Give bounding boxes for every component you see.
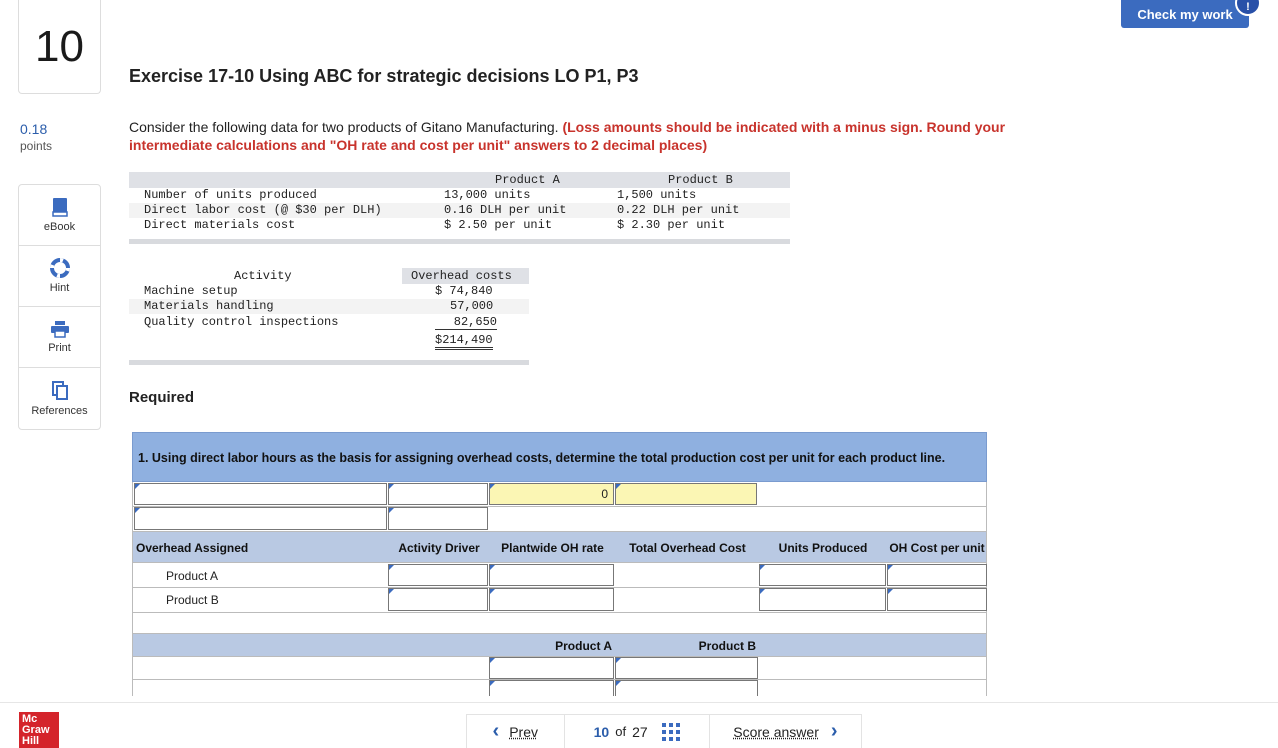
points-label: points	[20, 139, 53, 153]
printer-icon	[50, 320, 70, 338]
points-value: 0.18	[20, 121, 48, 137]
summary-col-product-b: Product B	[698, 638, 756, 653]
cell-product-b: 1,500 units	[617, 188, 697, 202]
product-b-label: Product B	[166, 593, 219, 607]
activity-label: Quality control inspections	[144, 315, 339, 329]
units-produced-input[interactable]	[759, 564, 886, 586]
overhead-cost: $ 74,840	[435, 284, 493, 298]
col-header-product-b: Product B	[668, 173, 733, 187]
col-activity-driver: Activity Driver	[398, 540, 480, 555]
col-plantwide-oh-rate: Plantwide OH rate	[501, 540, 604, 555]
text-input[interactable]	[388, 483, 488, 505]
logo-line: Mc	[22, 713, 38, 725]
page-current: 10	[593, 723, 610, 740]
col-header-overhead-costs: Overhead costs	[411, 269, 512, 283]
overhead-data-table	[129, 268, 529, 367]
oh-cost-per-unit-input[interactable]	[887, 588, 987, 611]
computed-field	[615, 483, 757, 505]
computed-total-field: 0	[489, 483, 614, 505]
chevron-right-icon: ›	[830, 720, 838, 742]
oh-rate-input[interactable]	[489, 564, 614, 586]
prev-label: Prev	[509, 723, 538, 740]
overhead-total: $214,490	[435, 333, 493, 350]
question-number: 10	[18, 0, 101, 94]
page-indicator[interactable]	[565, 715, 709, 748]
cell-product-a: 13,000 units	[444, 188, 531, 202]
mcgraw-hill-logo	[19, 712, 59, 748]
summary-col-product-a: Product A	[555, 638, 612, 653]
product-a-input[interactable]	[489, 680, 614, 696]
column-header-row	[132, 532, 987, 563]
question-navigation	[466, 714, 862, 748]
col-overhead-assigned: Overhead Assigned	[136, 540, 249, 555]
col-total-overhead-cost: Total Overhead Cost	[629, 540, 746, 555]
intro-instruction: (Loss amounts should be indicated with a minus sign. Round your intermediate calculations and "OH rate and cost per unit" answers to 2 decimal places)	[129, 119, 1006, 153]
product-b-input[interactable]	[615, 657, 758, 679]
intro-text	[129, 118, 1069, 154]
chevron-left-icon: ‹	[492, 720, 500, 742]
page-of: of	[615, 724, 627, 739]
text-input[interactable]	[134, 483, 387, 505]
col-header-activity: Activity	[234, 269, 292, 283]
col-units-produced: Units Produced	[778, 540, 868, 555]
book-icon	[51, 197, 69, 217]
cell-product-b: $ 2.30 per unit	[617, 218, 726, 232]
cell-product-b: 0.22 DLH per unit	[617, 203, 740, 217]
answer-grid	[132, 432, 987, 696]
row-label: Direct materials cost	[144, 218, 296, 232]
units-produced-input[interactable]	[759, 588, 886, 611]
sidebar-tools	[18, 184, 101, 430]
score-answer-label: Score answer	[733, 723, 819, 740]
hint-button[interactable]	[19, 246, 100, 307]
activity-driver-input[interactable]	[388, 588, 488, 611]
summary-header-row	[132, 634, 987, 657]
col-header-product-a: Product A	[495, 173, 560, 187]
cell-product-a: $ 2.50 per unit	[444, 218, 553, 232]
overhead-cost: 57,000	[450, 299, 494, 313]
lifebuoy-icon	[50, 258, 70, 278]
activity-label: Materials handling	[144, 299, 274, 313]
row-label: Number of units produced	[144, 188, 317, 202]
activity-driver-input[interactable]	[388, 564, 488, 586]
spacer-row	[132, 613, 987, 634]
product-a-input[interactable]	[489, 657, 614, 679]
answer-question: 1. Using direct labor hours as the basis for assigning overhead costs, determine the total production cost per unit for each product line.	[132, 432, 987, 482]
intro-sentence: Consider the following data for two products of Gitano Manufacturing.	[129, 119, 563, 135]
print-button[interactable]	[19, 307, 100, 368]
footer-divider	[0, 702, 1278, 703]
required-label: Required	[129, 389, 195, 406]
oh-rate-input[interactable]	[489, 588, 614, 611]
row-label: Direct labor cost (@ $30 per DLH)	[144, 203, 382, 217]
references-label: References	[31, 404, 88, 417]
grid-row	[132, 482, 987, 507]
summary-row	[132, 657, 987, 680]
table-row	[132, 588, 987, 613]
notification-badge: !	[1235, 0, 1261, 16]
prev-button[interactable]	[467, 715, 564, 748]
logo-line: Hill	[22, 735, 40, 747]
col-oh-cost-per-unit: OH Cost per unit	[889, 540, 985, 555]
product-data-table	[129, 172, 790, 245]
product-b-input[interactable]	[615, 680, 758, 696]
text-input[interactable]	[388, 507, 488, 530]
page-total: 27	[632, 723, 648, 740]
print-label: Print	[48, 342, 71, 354]
grid-icon	[662, 723, 680, 741]
table-row	[132, 563, 987, 588]
score-answer-button[interactable]	[710, 715, 861, 748]
references-button[interactable]	[19, 368, 100, 429]
overhead-cost: 82,650	[435, 315, 497, 330]
oh-cost-per-unit-input[interactable]	[887, 564, 987, 586]
ebook-button[interactable]	[19, 185, 100, 246]
summary-row	[132, 680, 987, 696]
grid-row	[132, 507, 987, 532]
hint-label: Hint	[49, 282, 70, 294]
text-input[interactable]	[134, 507, 387, 530]
logo-line: Graw	[22, 724, 50, 736]
ebook-label: eBook	[43, 221, 76, 233]
exercise-title: Exercise 17-10 Using ABC for strategic decisions LO P1, P3	[129, 66, 639, 86]
copy-icon	[51, 381, 69, 401]
cell-product-a: 0.16 DLH per unit	[444, 203, 567, 217]
check-my-work-button[interactable]: Check my work	[1121, 0, 1249, 28]
activity-label: Machine setup	[144, 284, 238, 298]
product-a-label: Product A	[166, 569, 219, 583]
